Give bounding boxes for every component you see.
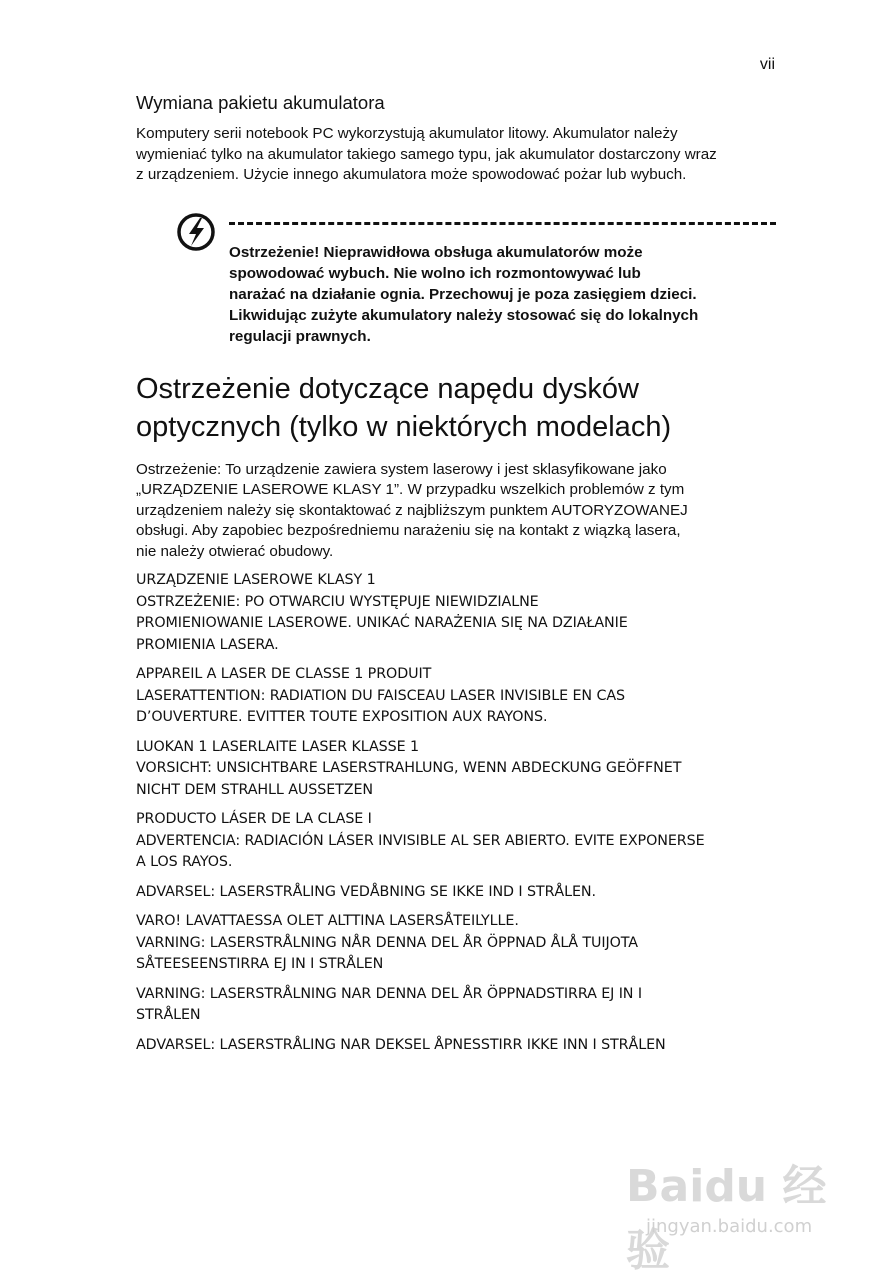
baidu-watermark <box>626 1150 836 1276</box>
warning-line: Likwidując zużyte akumulatory należy stosować się do lokalnych <box>229 306 699 324</box>
optical-section-title <box>136 370 776 446</box>
laser-line: D’OUVERTURE. EVITTER TOUTE EXPOSITION AUX RAYONS. <box>136 709 548 725</box>
laser-line: OSTRZEŻENIE: PO OTWARCIU WYSTĘPUJE NIEWIDZIALNE <box>136 593 539 610</box>
watermark-logo-a: Bai <box>626 1161 705 1212</box>
laser-line: PRODUCTO LÁSER DE LA CLASE I <box>136 811 372 827</box>
laser-notice-no <box>136 1035 776 1057</box>
laser-line: SÅTEESEENSTIRRA EJ IN I STRÅLEN <box>136 956 384 972</box>
optical-intro <box>136 460 776 563</box>
laser-line: PROMIENIOWANIE LASEROWE. UNIKAĆ NARAŻENIA SIĘ NA DZIAŁANIE <box>136 615 628 631</box>
battery-warning-text <box>229 242 776 347</box>
watermark-url: jingyan.baidu.com <box>646 1216 813 1237</box>
title-line: optycznych (tylko w niektórych modelach) <box>136 410 672 443</box>
page-content <box>136 92 776 1056</box>
laser-notice-da <box>136 882 776 904</box>
laser-line: VORSICHT: UNSICHTBARE LASERSTRAHLUNG, WENN ABDECKUNG GEÖFFNET <box>136 760 682 776</box>
laser-line: PROMIENIA LASERA. <box>136 636 279 653</box>
laser-line: VARO! LAVATTAESSA OLET ALTTINA LASERSÅTEILYLLE. <box>136 913 519 929</box>
intro-line: nie należy otwierać obudowy. <box>136 542 334 560</box>
battery-section-title: Wymiana pakietu akumulatora <box>136 92 385 113</box>
laser-line: NICHT DEM STRAHLL AUSSETZEN <box>136 781 373 798</box>
laser-line: ADVARSEL: LASERSTRÅLING NAR DEKSEL ÅPNESSTIRR IKKE INN I STRÅLEN <box>136 1036 666 1053</box>
laser-line: APPAREIL A LASER DE CLASSE 1 PRODUIT <box>136 666 432 682</box>
laser-notice-de <box>136 737 776 802</box>
title-line: Ostrzeżenie dotyczące napędu dysków <box>136 372 639 405</box>
laser-notice-sv <box>136 984 776 1027</box>
battery-line: z urządzeniem. Użycie innego akumulatora może spowodować pożar lub wybuch. <box>136 166 687 183</box>
warning-line: spowodować wybuch. Nie wolno ich rozmontowywać lub <box>229 264 641 282</box>
laser-line: VARNING: LASERSTRÅLNING NÅR DENNA DEL ÅR ÖPPNAD ÅLÅ TUIJOTA <box>136 934 638 951</box>
intro-line: urządzeniem należy się skontaktować z najbliższym punktem AUTORYZOWANEJ <box>136 501 688 519</box>
laser-line: LASERATTENTION: RADIATION DU FAISCEAU LASER INVISIBLE EN CAS <box>136 687 626 704</box>
laser-line: URZĄDZENIE LASEROWE KLASY 1 <box>136 572 376 588</box>
warning-line: Ostrzeżenie! Nieprawidłowa obsługa akumulatorów może <box>229 243 643 261</box>
warning-divider <box>229 222 776 225</box>
warning-lightning-icon <box>176 212 216 252</box>
battery-line: Komputery serii notebook PC wykorzystują akumulator litowy. Akumulator należy <box>136 125 678 142</box>
laser-line: LUOKAN 1 LASERLAITE LASER KLASSE 1 <box>136 738 420 755</box>
laser-line: ADVARSEL: LASERSTRÅLING VEDÅBNING SE IKKE IND I STRÅLEN. <box>136 883 596 900</box>
watermark-logo-b: du <box>704 1161 768 1212</box>
laser-line: A LOS RAYOS. <box>136 854 233 870</box>
intro-line: Ostrzeżenie: To urządzenie zawiera system laserowy i jest sklasyfikowane jako <box>136 460 667 478</box>
laser-line: STRÅLEN <box>136 1007 201 1023</box>
laser-notice-pl <box>136 570 776 656</box>
laser-line: VARNING: LASERSTRÅLNING NAR DENNA DEL ÅR ÖPPNADSTIRRA EJ IN I <box>136 985 642 1002</box>
page-number: vii <box>759 56 775 73</box>
battery-paragraph <box>136 124 776 186</box>
watermark-logo <box>626 1150 836 1278</box>
battery-warning-box <box>136 206 776 350</box>
intro-line: obsługi. Aby zapobiec bezpośredniemu narażeniu się na kontakt z wiązką lasera, <box>136 522 681 539</box>
battery-line: wymieniać tylko na akumulator takiego samego typu, jak akumulator dostarczony wraz <box>136 145 717 163</box>
intro-line: „URZĄDZENIE LASEROWE KLASY 1”. W przypadku wszelkich problemów z tym <box>136 481 685 498</box>
laser-notice-es <box>136 809 776 874</box>
watermark-logo-c: 经验 <box>626 1161 827 1276</box>
warning-line: regulacji prawnych. <box>229 327 371 345</box>
laser-notice-fr <box>136 664 776 729</box>
laser-notice-fi-sv <box>136 911 776 976</box>
warning-line: narażać na działanie ognia. Przechowuj je poza zasięgiem dzieci. <box>229 285 697 303</box>
laser-line: ADVERTENCIA: RADIACIÓN LÁSER INVISIBLE AL SER ABIERTO. EVITE EXPONERSE <box>136 832 705 849</box>
